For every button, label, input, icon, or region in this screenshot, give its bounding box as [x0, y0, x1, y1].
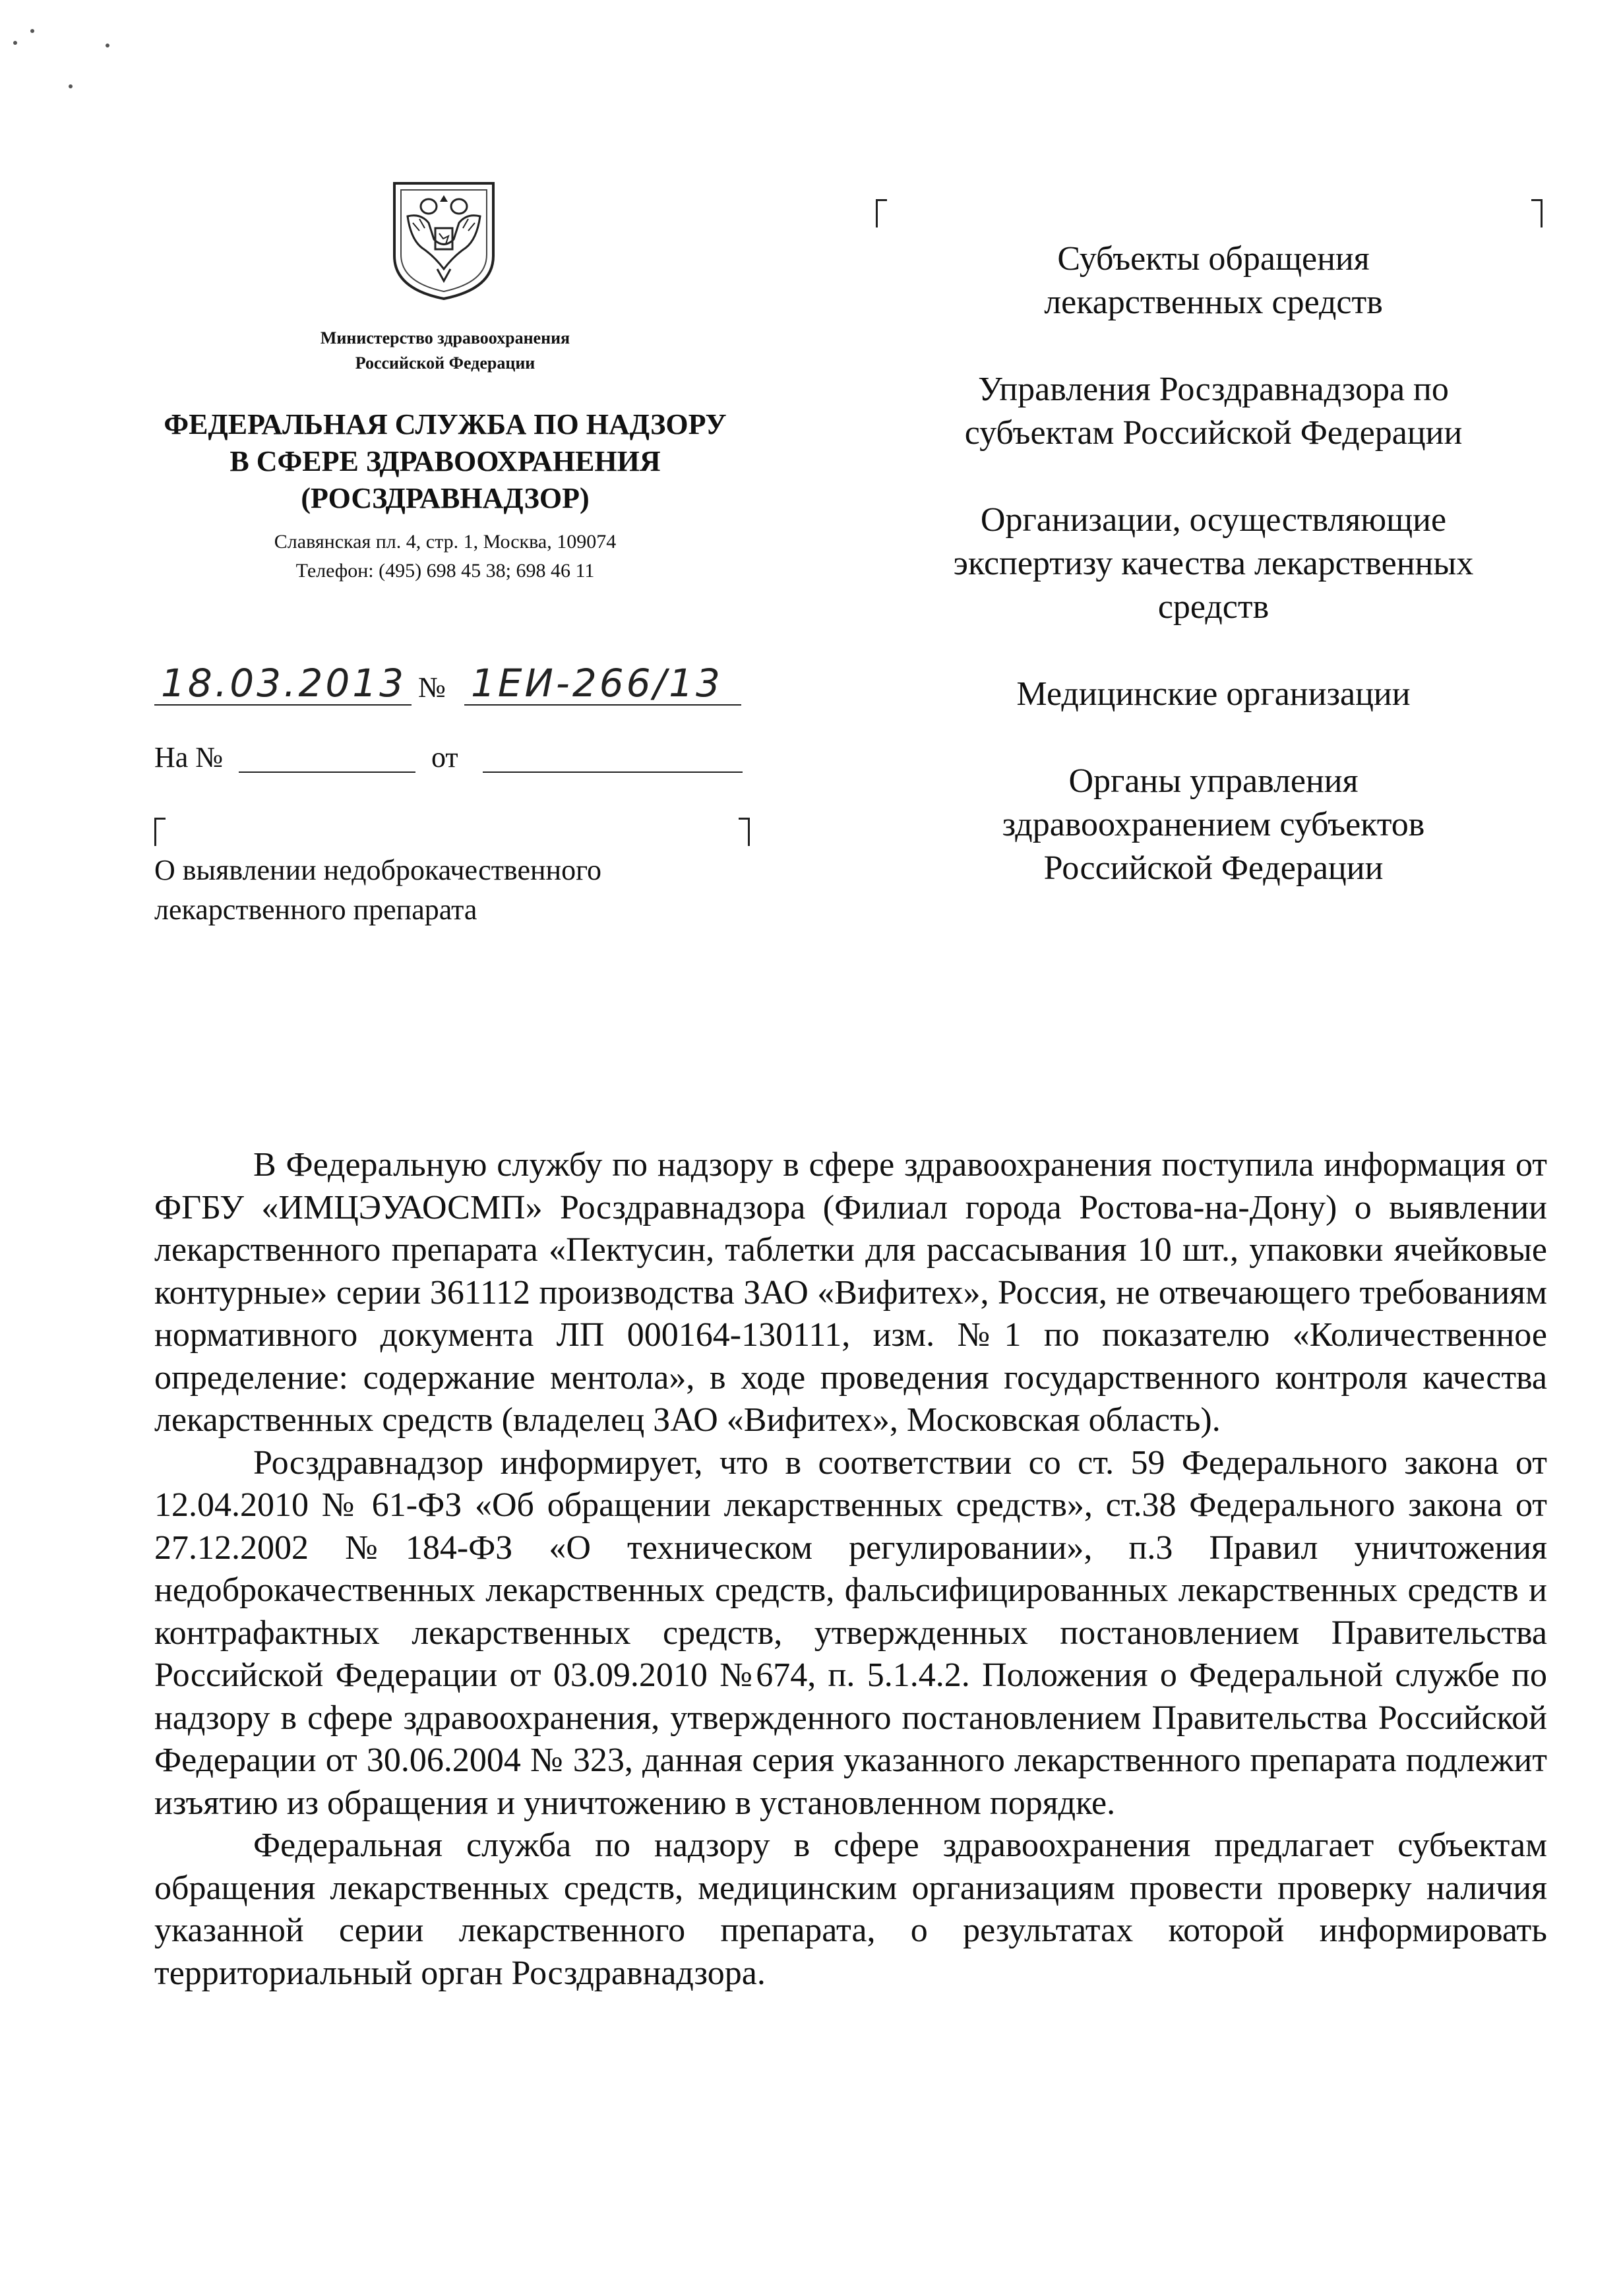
ref-date-label: от [431, 741, 458, 773]
addressee-line: субъектам Российской Федерации [964, 414, 1463, 452]
addressee-corner-right [1531, 199, 1543, 227]
addressee-line: лекарственных средств [1044, 284, 1383, 321]
ref-number-blank [239, 771, 415, 773]
registration-line [154, 658, 748, 711]
letter-body [154, 1144, 1547, 1995]
addressee-line: Субъекты обращения [1057, 240, 1370, 278]
body-paragraph: Федеральная служба по надзору в сфере здравоохранения предлагает субъектам обращения лекарственных средств, медицинским организациям провести проверку наличия указанной серии лекарственного препарата, о результатах которой информировать территориальный орган Росздравнадзора. [154, 1827, 1547, 1992]
addressee-item [910, 237, 1517, 324]
addressee-item [910, 673, 1517, 716]
body-paragraph: Росздравнадзор информирует, что в соответствии со ст. 59 Федерального закона от 12.04.2010 № 61-ФЗ «Об обращении лекарственных средств», ст.38 Федерального закона от 27.12.2002 №184-ФЗ «О техническом регулировании», п.3 Правил уничтожения недоброкачественных лекарственных средств, фальсифицированных лекарственных средств и контрафактных лекарственных средств, утвержденных постановлением Правительства Российской Федерации от 03.09.2010 №674, п. 5.1.4.2. Положения о Федеральной службе по надзору в сфере здравоохранения, утвержденного постановлением Правительства Российской Федерации от 30.06.2004 № 323, данная серия указанного лекарственного препарата подлежит изъятию из обращения и уничтожению в установленном порядке. [154, 1443, 1547, 1822]
agency-line: В СФЕРЕ ЗДРАВООХРАНЕНИЯ [229, 445, 661, 477]
handwritten-number: 1ЕИ-266/13 [471, 661, 723, 706]
addressee-line: Органы управления [1068, 762, 1359, 800]
ministry-line: Министерство здравоохранения [320, 328, 570, 347]
subject-corner-right [739, 818, 750, 846]
addressee-corner-left [876, 199, 887, 227]
scan-mark [13, 41, 17, 45]
addressee-line: экспертизу качества лекарственных [953, 545, 1474, 582]
addressee-line: здравоохранением субъектов [1002, 806, 1425, 843]
agency-phone: Телефон: (495) 698 45 38; 698 46 11 [295, 560, 595, 582]
ref-date-blank [483, 771, 743, 773]
number-sign: № [418, 671, 446, 704]
addressee-line: Российской Федерации [1043, 849, 1384, 887]
addressee-item [910, 498, 1517, 629]
agency-contacts [198, 528, 692, 586]
addressee-item [910, 760, 1517, 890]
addressee-list [910, 237, 1517, 890]
scan-mark [106, 44, 109, 47]
subject-line: О выявлении недоброкачественного [154, 854, 602, 886]
ministry-line: Российской Федерации [355, 353, 535, 373]
agency-address: Славянская пл. 4, стр. 1, Москва, 109074 [274, 531, 617, 553]
body-paragraph: В Федеральную службу по надзору в сфере здравоохранения поступила информация от ФГБУ «ИМЦЭУАОСМП» Росздравнадзора (Филиал города Ростова-на-Дону) о выявлении лекарственного препарата «Пектусин, таблетки для рассасывания 10 шт., упаковки ячейковые контурные» серии 361112 производства ЗАО «Вифитех», Россия, не отвечающего требованиям нормативного документа ЛП 000164-130111, изм. №1 по показателю «Количественное определение: содержание ментола», в ходе проведения государственного контроля качества лекарственных средств (владелец ЗАО «Вифитех», Московская область). [154, 1146, 1547, 1439]
addressee-line: Организации, осуществляющие [980, 501, 1447, 539]
agency-name [132, 406, 758, 517]
scan-mark [69, 84, 73, 88]
reference-line [154, 739, 748, 778]
addressee-line: средств [1157, 588, 1269, 626]
addressee-line: Управления Росздравнадзора по [978, 371, 1449, 408]
addressee-line: Медицинские организации [1016, 675, 1411, 713]
letter-subject [154, 851, 748, 930]
ministry-name [218, 326, 673, 376]
agency-line: ФЕДЕРАЛЬНАЯ СЛУЖБА ПО НАДЗОРУ [164, 408, 727, 440]
handwritten-date: 18.03.2013 [161, 661, 407, 706]
coat-of-arms-emblem [388, 177, 500, 302]
addressee-item [910, 368, 1517, 455]
scan-mark [30, 29, 34, 33]
ref-number-label: На № [154, 741, 224, 773]
agency-line: (РОСЗДРАВНАДЗОР) [301, 482, 590, 514]
subject-line: лекарственного препарата [154, 893, 477, 926]
subject-corner-left [154, 818, 166, 846]
